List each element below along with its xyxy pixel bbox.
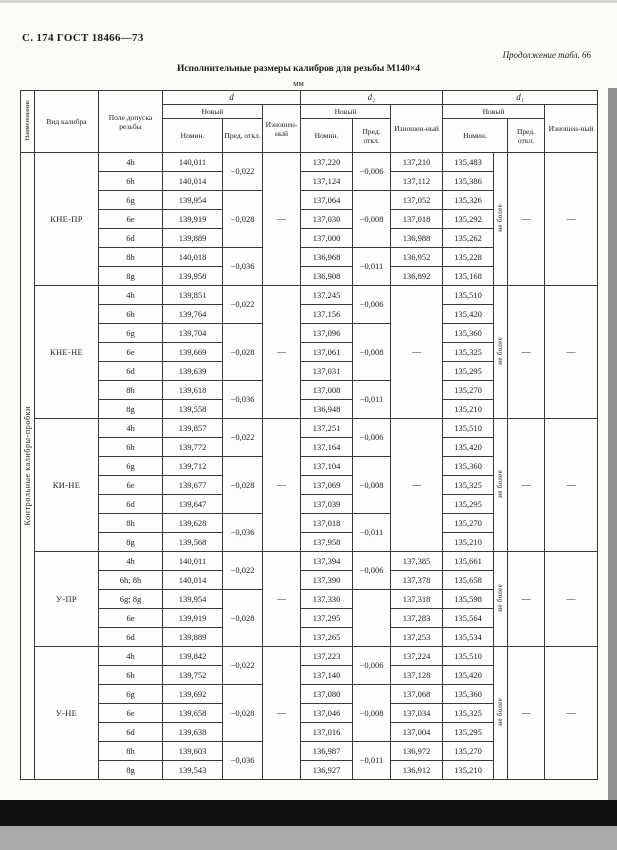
d-nominal-value: 139,954 (163, 191, 223, 210)
d1-nominal-value: 135,510 (443, 647, 494, 666)
d-nominal-value: 139,618 (163, 381, 223, 400)
col-header-gauge-type: Вид калибра (35, 91, 99, 153)
d-deviation-value: −0,022 (223, 419, 263, 457)
col-header-deviation-d2: Пред. откл. (353, 119, 391, 153)
d2-deviation-value: −0,008 (353, 457, 391, 514)
row-group-label-vertical-text: Контрольные калибры-пробки (22, 405, 32, 525)
d2-worn-value: 137,034 (391, 704, 443, 723)
tolerance-field-value: 8h (99, 381, 163, 400)
tolerance-field-value: 6d (99, 723, 163, 742)
col-header-worn-d: Изношен-ный (263, 105, 301, 153)
d1-limit-note (494, 286, 508, 419)
d2-nominal-value: 137,251 (301, 419, 353, 438)
table-continuation-note: Продолжение табл. 66 (502, 50, 591, 60)
d-deviation-value: −0,036 (223, 742, 263, 780)
d-worn-value: — (263, 286, 301, 419)
d2-worn-value: — (391, 419, 443, 552)
d2-nominal-value: 137,018 (301, 514, 353, 533)
d2-nominal-value: 137,039 (301, 495, 353, 514)
d1-nominal-value: 135,295 (443, 495, 494, 514)
d2-nominal-value: 137,016 (301, 723, 353, 742)
d-worn-value: — (263, 552, 301, 647)
d1-limit-note-vertical-text: не более (496, 698, 504, 727)
d1-nominal-value: 135,483 (443, 153, 494, 172)
d-nominal-value: 140,014 (163, 172, 223, 191)
d1-nominal-value: 135,210 (443, 533, 494, 552)
d-nominal-value: 139,889 (163, 229, 223, 248)
col-header-nominal-d1: Номин. (443, 119, 508, 153)
d1-limit-note (494, 153, 508, 286)
d-nominal-value: 139,919 (163, 210, 223, 229)
col-header-d: d (163, 91, 301, 105)
d2-nominal-value: 137,265 (301, 628, 353, 647)
d2-deviation-value: −0,008 (353, 191, 391, 248)
d2-nominal-value: 136,927 (301, 761, 353, 780)
row-group-label (21, 153, 35, 780)
d-deviation-value: −0,036 (223, 381, 263, 419)
d1-nominal-value: 135,168 (443, 267, 494, 286)
tolerance-field-value: 6e (99, 476, 163, 495)
d1-worn-value: — (545, 419, 598, 552)
col-header-naimenovanie (21, 91, 35, 153)
d1-nominal-value: 135,325 (443, 343, 494, 362)
d2-nominal-value: 136,948 (301, 400, 353, 419)
d-nominal-value: 139,543 (163, 761, 223, 780)
d2-deviation-value: −0,011 (353, 248, 391, 286)
d-nominal-value: 139,658 (163, 704, 223, 723)
d1-nominal-value: 135,510 (443, 286, 494, 305)
d1-nominal-value: 135,210 (443, 761, 494, 780)
col-header-tolerance-field: Поле допуска резьбы (99, 91, 163, 153)
col-header-nominal-d: Номин. (163, 119, 223, 153)
tolerance-field-value: 6d (99, 229, 163, 248)
d2-worn-value: 136,912 (391, 761, 443, 780)
d1-nominal-value: 135,598 (443, 590, 494, 609)
tolerance-field-value: 4h (99, 153, 163, 172)
tolerance-field-value: 8g (99, 761, 163, 780)
d2-worn-value: 137,004 (391, 723, 443, 742)
d2-nominal-value: 137,104 (301, 457, 353, 476)
d2-nominal-value: 137,330 (301, 590, 353, 609)
d2-deviation-value: −0,006 (353, 552, 391, 590)
d1-deviation-value: — (508, 647, 545, 780)
d2-nominal-value: 137,958 (301, 533, 353, 552)
col-header-deviation-d: Пред. откл. (223, 119, 263, 153)
d1-limit-note-vertical-text: не более (496, 470, 504, 499)
d-nominal-value: 139,958 (163, 267, 223, 286)
tolerance-field-value: 4h (99, 286, 163, 305)
d1-nominal-value: 135,360 (443, 324, 494, 343)
d-nominal-value: 139,647 (163, 495, 223, 514)
d-nominal-value: 139,568 (163, 533, 223, 552)
d2-worn-value: 137,385 (391, 552, 443, 571)
d-deviation-value: −0,028 (223, 685, 263, 742)
tolerance-field-value: 6h (99, 438, 163, 457)
d1-deviation-value: — (508, 286, 545, 419)
d2-deviation-value: −0,006 (353, 419, 391, 457)
d-nominal-value: 140,011 (163, 552, 223, 571)
tolerance-field-value: 6h (99, 666, 163, 685)
gauge-type-label: КНЕ-НЕ (35, 286, 99, 419)
d1-nominal-value: 135,228 (443, 248, 494, 267)
d1-nominal-value: 135,295 (443, 723, 494, 742)
d-nominal-value: 139,851 (163, 286, 223, 305)
d2-worn-value: 137,210 (391, 153, 443, 172)
d1-limit-note (494, 552, 508, 647)
d2-nominal-value: 137,000 (301, 229, 353, 248)
d2-deviation-value: −0,006 (353, 286, 391, 324)
d-nominal-value: 140,014 (163, 571, 223, 590)
tolerance-field-value: 6h (99, 305, 163, 324)
tolerance-field-value: 8g (99, 267, 163, 286)
d-deviation-value: −0,022 (223, 552, 263, 590)
d2-nominal-value: 137,220 (301, 153, 353, 172)
tolerance-field-value: 6d (99, 362, 163, 381)
col-header-worn-d1: Изношен-ный (545, 105, 598, 153)
d1-nominal-value: 135,420 (443, 305, 494, 324)
d1-limit-note (494, 647, 508, 780)
d-nominal-value: 139,603 (163, 742, 223, 761)
scan-bar-bottom (0, 800, 617, 826)
d-nominal-value: 139,764 (163, 305, 223, 324)
d2-worn-value: 137,128 (391, 666, 443, 685)
table-row (21, 647, 598, 666)
d2-nominal-value: 137,031 (301, 362, 353, 381)
d-deviation-value: −0,028 (223, 457, 263, 514)
d-nominal-value: 139,919 (163, 609, 223, 628)
tolerance-field-value: 6e (99, 609, 163, 628)
col-header-worn-d2: Изношен-ный (391, 105, 443, 153)
d-deviation-value: −0,022 (223, 153, 263, 191)
d2-worn-value: 136,892 (391, 267, 443, 286)
d-deviation-value: −0,036 (223, 514, 263, 552)
d2-deviation-value: −0,006 (353, 647, 391, 685)
d2-deviation-value: −0,006 (353, 153, 391, 191)
d1-limit-note (494, 419, 508, 552)
d2-nominal-value: 137,061 (301, 343, 353, 362)
d2-nominal-value: 137,124 (301, 172, 353, 191)
d1-limit-note-vertical-text: не более (496, 337, 504, 366)
scan-edge-bottom (0, 826, 617, 850)
tolerance-field-value: 8g (99, 400, 163, 419)
d2-deviation-value: −0,008 (353, 685, 391, 742)
d1-deviation-value: — (508, 419, 545, 552)
doc-reference: С. 174 ГОСТ 18466—73 (22, 32, 144, 44)
d2-nominal-value: 137,096 (301, 324, 353, 343)
d1-deviation-value: — (508, 552, 545, 647)
table-row (21, 419, 598, 438)
d-deviation-value: −0,036 (223, 248, 263, 286)
tolerance-field-value: 6d (99, 628, 163, 647)
d2-nominal-value: 137,390 (301, 571, 353, 590)
d-worn-value: — (263, 419, 301, 552)
tolerance-field-value: 6h; 8h (99, 571, 163, 590)
d1-deviation-value: — (508, 153, 545, 286)
col-header-deviation-d1: Пред. откл. (508, 119, 545, 153)
d-nominal-value: 139,889 (163, 628, 223, 647)
tolerance-field-value: 4h (99, 419, 163, 438)
tolerance-field-value: 6g (99, 324, 163, 343)
d1-nominal-value: 135,658 (443, 571, 494, 590)
d2-worn-value: 137,224 (391, 647, 443, 666)
d-deviation-value: −0,028 (223, 590, 263, 647)
d-nominal-value: 140,011 (163, 153, 223, 172)
d-nominal-value: 139,639 (163, 362, 223, 381)
d2-worn-value: 137,112 (391, 172, 443, 191)
gauge-type-label: КНЕ-ПР (35, 153, 99, 286)
d-nominal-value: 139,628 (163, 514, 223, 533)
gauge-type-label: У-НЕ (35, 647, 99, 780)
table-header (21, 91, 598, 153)
d2-worn-value: — (391, 286, 443, 419)
d2-worn-value: 137,052 (391, 191, 443, 210)
d-nominal-value: 139,677 (163, 476, 223, 495)
tolerance-field-value: 6d (99, 495, 163, 514)
col-header-d1: d₁ (443, 91, 598, 105)
d-nominal-value: 139,704 (163, 324, 223, 343)
d1-nominal-value: 135,262 (443, 229, 494, 248)
d-nominal-value: 139,712 (163, 457, 223, 476)
d2-nominal-value: 137,008 (301, 381, 353, 400)
scan-edge-top (0, 0, 617, 3)
d2-worn-value: 137,378 (391, 571, 443, 590)
d1-nominal-value: 135,420 (443, 666, 494, 685)
d2-nominal-value: 136,908 (301, 267, 353, 286)
d2-worn-value: 136,972 (391, 742, 443, 761)
d-deviation-value: −0,022 (223, 286, 263, 324)
d2-nominal-value: 137,069 (301, 476, 353, 495)
units-label: мм (293, 78, 304, 88)
tolerance-field-value: 4h (99, 647, 163, 666)
d2-nominal-value: 137,245 (301, 286, 353, 305)
d1-nominal-value: 135,386 (443, 172, 494, 191)
d-nominal-value: 139,857 (163, 419, 223, 438)
d-deviation-value: −0,022 (223, 647, 263, 685)
d2-nominal-value: 137,164 (301, 438, 353, 457)
d-nominal-value: 140,018 (163, 248, 223, 267)
tolerance-field-value: 4h (99, 552, 163, 571)
d-worn-value: — (263, 647, 301, 780)
col-header-new-d1: Новый (443, 105, 545, 119)
table-row (21, 552, 598, 571)
tolerance-field-value: 8h (99, 514, 163, 533)
gauge-dimensions-table (20, 90, 598, 780)
d1-nominal-value: 135,510 (443, 419, 494, 438)
d1-nominal-value: 135,295 (443, 362, 494, 381)
d2-worn-value: 137,253 (391, 628, 443, 647)
d1-nominal-value: 135,270 (443, 514, 494, 533)
d1-worn-value: — (545, 647, 598, 780)
d2-worn-value: 137,318 (391, 590, 443, 609)
d-nominal-value: 139,638 (163, 723, 223, 742)
d1-nominal-value: 135,292 (443, 210, 494, 229)
d2-deviation-value (353, 590, 391, 647)
d2-nominal-value: 137,295 (301, 609, 353, 628)
d1-nominal-value: 135,360 (443, 685, 494, 704)
col-header-d2: d₂ (301, 91, 443, 105)
tolerance-field-value: 6e (99, 210, 163, 229)
tolerance-field-value: 6g (99, 457, 163, 476)
d-nominal-value: 139,669 (163, 343, 223, 362)
header-row-1 (21, 91, 598, 105)
table-row (21, 153, 598, 172)
tolerance-field-value: 8h (99, 742, 163, 761)
naimenovanie-vertical-label: Наименование (23, 100, 31, 141)
col-header-nominal-d2: Номин. (301, 119, 353, 153)
d2-deviation-value: −0,011 (353, 514, 391, 552)
d2-nominal-value: 137,030 (301, 210, 353, 229)
table-title: Исполнительные размеры калибров для резьбы М140×4 (176, 64, 421, 74)
d1-nominal-value: 135,325 (443, 476, 494, 495)
d-nominal-value: 139,558 (163, 400, 223, 419)
tolerance-field-value: 8h (99, 248, 163, 267)
d1-limit-note-vertical-text: не более (496, 584, 504, 613)
d1-nominal-value: 135,420 (443, 438, 494, 457)
d1-nominal-value: 135,210 (443, 400, 494, 419)
col-header-new-d: Новый (163, 105, 263, 119)
table-row (21, 286, 598, 305)
d1-nominal-value: 135,360 (443, 457, 494, 476)
col-header-new-d2: Новый (301, 105, 391, 119)
d1-worn-value: — (545, 552, 598, 647)
d2-worn-value: 137,018 (391, 210, 443, 229)
d-nominal-value: 139,772 (163, 438, 223, 457)
d2-deviation-value: −0,011 (353, 742, 391, 780)
d2-worn-value: 136,952 (391, 248, 443, 267)
d-deviation-value: −0,028 (223, 191, 263, 248)
tolerance-field-value: 6g; 8g (99, 590, 163, 609)
d2-worn-value: 136,988 (391, 229, 443, 248)
gauge-type-label: КИ-НЕ (35, 419, 99, 552)
d1-nominal-value: 135,270 (443, 742, 494, 761)
scan-edge-right (608, 88, 617, 800)
d2-nominal-value: 136,968 (301, 248, 353, 267)
d2-deviation-value: −0,008 (353, 324, 391, 381)
tolerance-field-value: 6e (99, 704, 163, 723)
tolerance-field-value: 6g (99, 685, 163, 704)
d2-nominal-value: 137,394 (301, 552, 353, 571)
d1-nominal-value: 135,325 (443, 704, 494, 723)
gauge-type-label: У-ПР (35, 552, 99, 647)
tolerance-field-value: 6e (99, 343, 163, 362)
table-body (21, 153, 598, 780)
d1-nominal-value: 135,564 (443, 609, 494, 628)
d2-nominal-value: 137,080 (301, 685, 353, 704)
tolerance-field-value: 8g (99, 533, 163, 552)
d1-limit-note-vertical-text: не более (496, 204, 504, 233)
d1-nominal-value: 135,326 (443, 191, 494, 210)
tolerance-field-value: 6g (99, 191, 163, 210)
d1-worn-value: — (545, 286, 598, 419)
d2-nominal-value: 136,987 (301, 742, 353, 761)
d2-deviation-value: −0,011 (353, 381, 391, 419)
d-worn-value: — (263, 153, 301, 286)
d2-nominal-value: 137,156 (301, 305, 353, 324)
d-nominal-value: 139,692 (163, 685, 223, 704)
d2-nominal-value: 137,223 (301, 647, 353, 666)
d2-nominal-value: 137,140 (301, 666, 353, 685)
d2-worn-value: 137,283 (391, 609, 443, 628)
d1-nominal-value: 135,534 (443, 628, 494, 647)
tolerance-field-value: 6h (99, 172, 163, 191)
d1-worn-value: — (545, 153, 598, 286)
d-nominal-value: 139,954 (163, 590, 223, 609)
d-nominal-value: 139,842 (163, 647, 223, 666)
d1-nominal-value: 135,661 (443, 552, 494, 571)
d2-nominal-value: 137,064 (301, 191, 353, 210)
d1-nominal-value: 135,270 (443, 381, 494, 400)
d2-nominal-value: 137,046 (301, 704, 353, 723)
d2-worn-value: 137,068 (391, 685, 443, 704)
d-nominal-value: 139,752 (163, 666, 223, 685)
d-deviation-value: −0,028 (223, 324, 263, 381)
